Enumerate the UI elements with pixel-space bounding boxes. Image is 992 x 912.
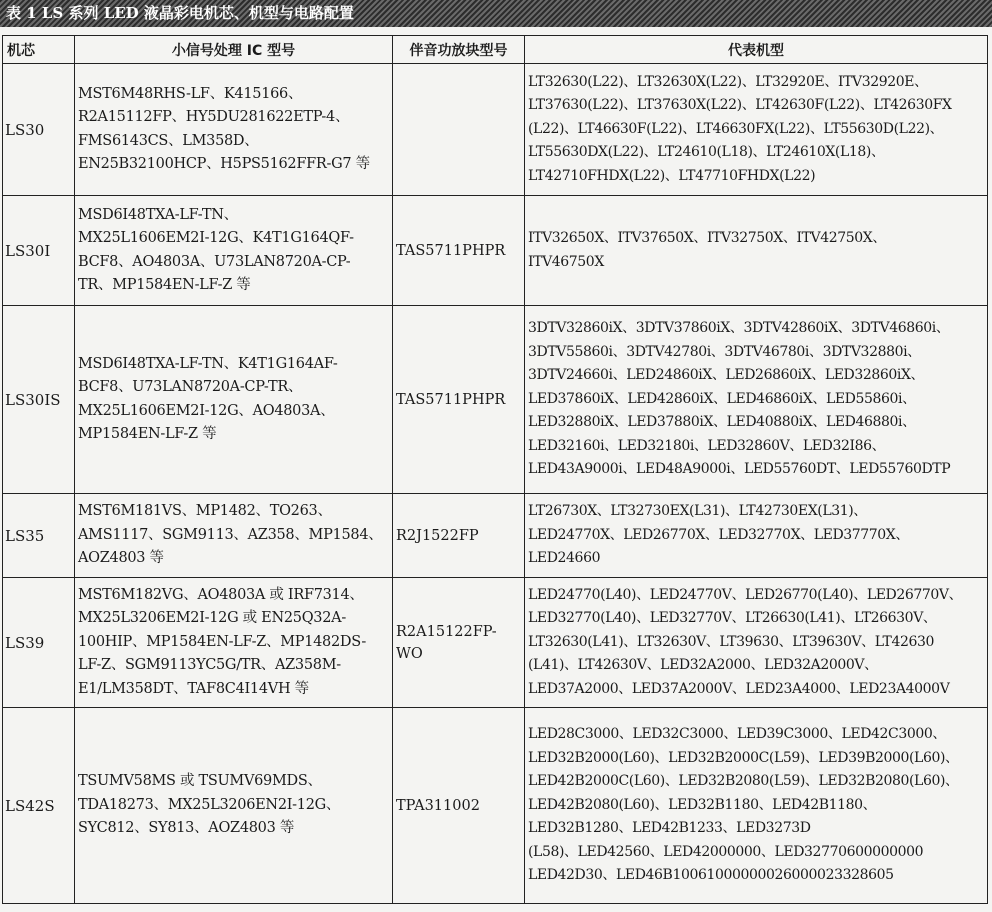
amp-model-line: TAS5711PHPR: [396, 242, 506, 259]
amp-model-cell: [393, 708, 525, 904]
header-models: 代表机型: [525, 36, 988, 64]
ic-model-line: FMS6143CS、LM358D、: [78, 132, 259, 149]
machine-cell: LS30: [3, 64, 75, 196]
representative-models-line: (L58)、LED42560、LED42000000、LED32770600000000: [528, 843, 924, 860]
ic-model-line: AOZ4803 等: [78, 550, 164, 567]
ic-model-cell: [75, 64, 393, 196]
ic-model-line: AMS1117、SGM9113、AZ358、MP1584、: [78, 526, 383, 543]
representative-models-cell: [525, 708, 988, 904]
representative-models-line: 3DTV32860iX、3DTV37860iX、3DTV42860iX、3DTV46860i、: [528, 320, 950, 337]
amp-model-cell: [393, 306, 525, 494]
table-row: [3, 578, 988, 708]
amp-model-line: R2A15122FP-: [396, 623, 497, 640]
table-row: [3, 494, 988, 578]
representative-models-line: ITV46750X: [528, 253, 604, 270]
representative-models-line: LED32770(L40)、LED32770V、LT26630(L41)、LT26630V、: [528, 610, 937, 627]
ic-model-cell: [75, 196, 393, 306]
amp-model-line: TPA311002: [396, 797, 480, 814]
representative-models-line: LED32880iX、LED37880iX、LED40880iX、LED46880i、: [528, 414, 916, 431]
ic-model-line: MST6M48RHS-LF、K415166、: [78, 85, 303, 102]
representative-models-line: LED32B1280、LED42B1233、LED3273D: [528, 820, 811, 837]
ic-model-line: EN25B32100HCP、H5PS5162FFR-G7 等: [78, 156, 370, 172]
amp-model-cell: [393, 196, 525, 306]
config-table: [2, 35, 988, 904]
ic-model-line: R2A15112FP、HY5DU281622ETP-4、: [78, 109, 350, 125]
ic-model-line: MSD6I48TXA-LF-TN、: [78, 206, 238, 223]
representative-models-line: LED24660: [528, 550, 601, 567]
header-amp: 伴音功放块型号: [393, 36, 525, 64]
representative-models-line: LT26730X、LT32730EX(L31)、LT42730EX(L31)、: [528, 503, 867, 520]
representative-models-line: LED24770(L40)、LED24770V、LED26770(L40)、LED26770V、: [528, 586, 963, 603]
ic-model-line: TR、MP1584EN-LF-Z 等: [78, 277, 251, 293]
ic-model-line: TSUMV58MS 或 TSUMV69MDS、: [78, 773, 322, 790]
machine-cell: LS35: [3, 494, 75, 578]
representative-models-line: LED43A9000i、LED48A9000i、LED55760DT、LED55760DTP: [528, 461, 951, 478]
amp-model-cell: [393, 578, 525, 708]
representative-models-cell: [525, 196, 988, 306]
representative-models-line: 3DTV24660i、LED24860iX、LED26860iX、LED32860iX、: [528, 367, 925, 384]
representative-models-cell: [525, 494, 988, 578]
representative-models-line: LED42D30、LED46B10061000000026000023328605: [528, 867, 894, 884]
representative-models-line: LT32630(L22)、LT32630X(L22)、LT32920E、ITV32920E、: [528, 73, 928, 90]
representative-models-cell: [525, 64, 988, 196]
representative-models-line: 3DTV55860i、3DTV42780i、3DTV46780i、3DTV32880i、: [528, 343, 921, 360]
ic-model-line: E1/LM358DT、TAF8C4I14VH 等: [78, 680, 309, 697]
representative-models-line: LT37630(L22)、LT37630X(L22)、LT42630F(L22)、LT42630FX: [528, 97, 952, 114]
header-ic: 小信号处理 IC 型号: [75, 36, 393, 64]
representative-models-cell: [525, 578, 988, 708]
ic-model-line: MSD6I48TXA-LF-TN、K4T1G164AF-: [78, 355, 338, 372]
representative-models-line: LT42710FHDX(L22)、LT47710FHDX(L22): [528, 167, 816, 184]
representative-models-line: LED42B2000C(L60)、LED32B2080(L59)、LED32B2080(L60)、: [528, 773, 959, 790]
ic-model-cell: [75, 494, 393, 578]
table-header-row: [3, 36, 988, 64]
representative-models-line: (L41)、LT42630V、LED32A2000、LED32A2000V、: [528, 657, 878, 674]
ic-model-cell: [75, 306, 393, 494]
ic-model-line: LF-Z、SGM9113YC5G/TR、AZ358M-: [78, 657, 341, 674]
representative-models-line: ITV32650X、ITV37650X、ITV32750X、ITV42750X、: [528, 230, 886, 246]
ic-model-line: MX25L3206EM2I-12G 或 EN25Q32A-: [78, 610, 346, 627]
machine-cell: LS42S: [3, 708, 75, 904]
machine-cell: LS39: [3, 578, 75, 708]
representative-models-line: LED42B2080(L60)、LED32B1180、LED42B1180、: [528, 796, 877, 813]
table-row: [3, 196, 988, 306]
machine-cell: LS30I: [3, 196, 75, 306]
representative-models-line: LT55630DX(L22)、LT24610(L18)、LT24610X(L18)、: [528, 144, 885, 161]
table-row: [3, 306, 988, 494]
ic-model-line: MST6M181VS、MP1482、TO263、: [78, 503, 332, 520]
ic-model-line: MP1584EN-LF-Z 等: [78, 426, 217, 442]
ic-model-line: MX25L1606EM2I-12G、AO4803A、: [78, 402, 335, 419]
ic-model-line: 100HIP、MP1584EN-LF-Z、MP1482DS-: [78, 633, 366, 650]
representative-models-line: (L22)、LT46630F(L22)、LT46630FX(L22)、LT55630D(L22)、: [528, 120, 944, 137]
representative-models-line: LED37A2000、LED37A2000V、LED23A4000、LED23A4000V: [528, 680, 950, 697]
header-machine: 机芯: [3, 36, 75, 64]
amp-model-line: TAS5711PHPR: [396, 391, 506, 408]
ic-model-cell: [75, 578, 393, 708]
representative-models-line: LED32160i、LED32180i、LED32860V、LED32I86、: [528, 437, 886, 454]
representative-models-line: LED28C3000、LED32C3000、LED39C3000、LED42C3000、: [528, 726, 946, 743]
representative-models-line: LT32630(L41)、LT32630V、LT39630、LT39630V、LT42630: [528, 633, 935, 650]
amp-model-cell: [393, 494, 525, 578]
representative-models-line: LED32B2000(L60)、LED32B2000C(L59)、LED39B2000(L60)、: [528, 749, 959, 766]
machine-cell: LS30IS: [3, 306, 75, 494]
ic-model-line: SYC812、SY813、AOZ4803 等: [78, 820, 295, 837]
amp-model-line: WO: [396, 645, 423, 662]
amp-model-line: R2J1522FP: [396, 527, 479, 544]
table-caption: 表 1 LS 系列 LED 液晶彩电机芯、机型与电路配置: [0, 0, 992, 27]
representative-models-line: LED24770X、LED26770X、LED32770X、LED37770X、: [528, 526, 909, 543]
table-row: [3, 708, 988, 904]
table-row: [3, 64, 988, 196]
ic-model-line: BCF8、U73LAN8720A-CP-TR、: [78, 379, 303, 395]
amp-model-cell: [393, 64, 525, 196]
ic-model-line: BCF8、AO4803A、U73LAN8720A-CP-: [78, 253, 351, 270]
ic-model-line: TDA18273、MX25L3206EN2I-12G、: [78, 796, 341, 813]
representative-models-line: LED37860iX、LED42860iX、LED46860iX、LED55860i、: [528, 390, 916, 407]
representative-models-cell: [525, 306, 988, 494]
ic-model-line: MX25L1606EM2I-12G、K4T1G164QF-: [78, 230, 354, 246]
ic-model-cell: [75, 708, 393, 904]
ic-model-line: MST6M182VG、AO4803A 或 IRF7314、: [78, 586, 364, 603]
